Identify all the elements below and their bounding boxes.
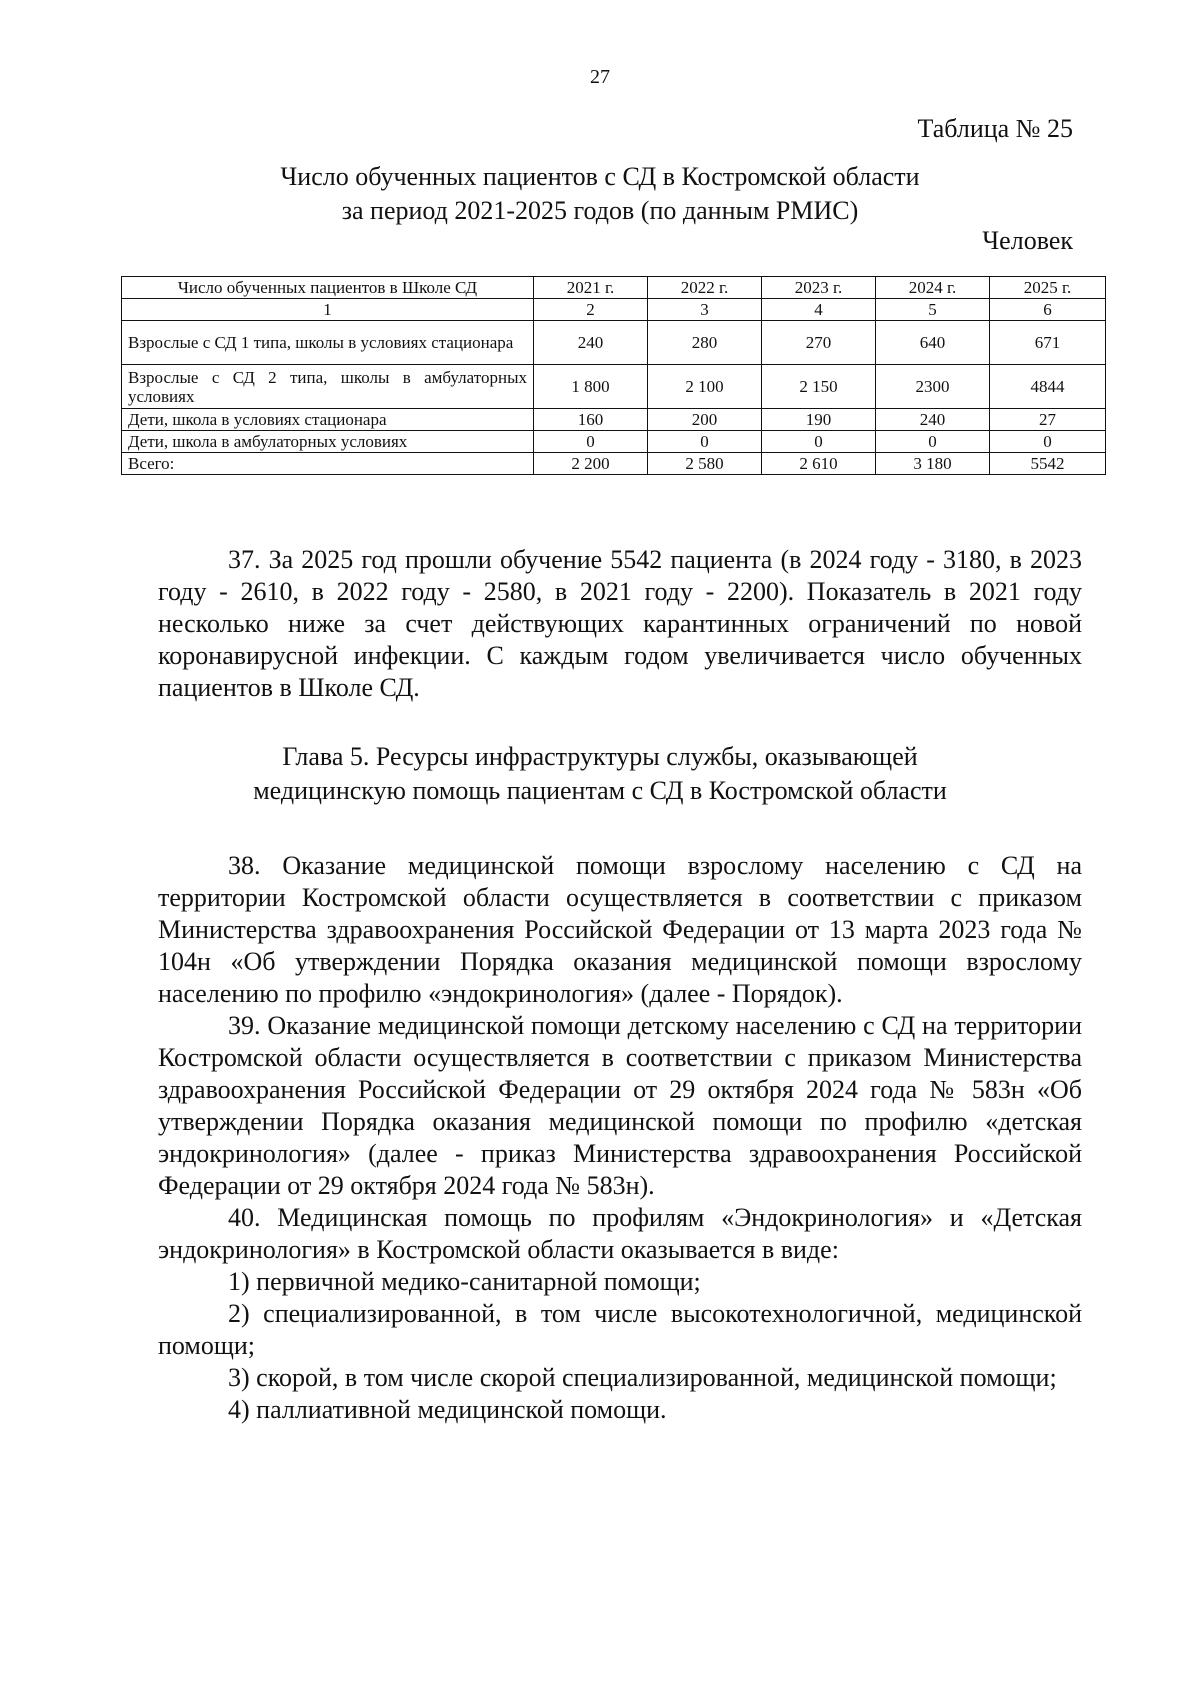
table-cell: 1: [122, 299, 534, 321]
chapter-heading-line2: медицинскую помощь пациентам с СД в Костромской области: [253, 776, 947, 805]
table-header-cell: 2023 г.: [762, 277, 876, 299]
table-cell: 240: [534, 321, 648, 365]
table-row-label: Дети, школа в условиях стационара: [122, 409, 534, 431]
table-row: [122, 409, 1106, 431]
chapter-heading-line1: Глава 5. Ресурсы инфраструктуры службы, оказывающей: [282, 742, 918, 771]
table-header-cell: Число обученных пациентов в Школе СД: [122, 277, 534, 299]
patients-table: [121, 276, 1106, 475]
table-cell: 200: [648, 409, 762, 431]
table-cell: 671: [990, 321, 1106, 365]
table-cell: 0: [762, 431, 876, 453]
table-title-line1: Число обученных пациентов с СД в Костромской области: [280, 162, 920, 191]
table-cell: 3 180: [876, 453, 990, 475]
paragraph-37: 37. За 2025 год прошли обучение 5542 пациента (в 2024 году - 3180, в 2023 году - 2610, в 2022 году - 2580, в 2021 году - 2200). Показатель в 2021 году несколько ниже за счет действующих карантинных ограничений по новой коронавирусной инфекции. С каждым годом увеличивается число обученных пациентов в Школе СД.: [158, 545, 1082, 702]
table-cell: 3: [648, 299, 762, 321]
table-header-cell: 2024 г.: [876, 277, 990, 299]
table-row-label: Дети, школа в амбулаторных условиях: [122, 431, 534, 453]
table-title-line2: за период 2021-2025 годов (по данным РМИС): [341, 196, 859, 225]
body-text-block: [158, 850, 1082, 1426]
table-cell: 4844: [990, 365, 1106, 409]
table-total-row: [122, 453, 1106, 475]
table-colnum-row: [122, 299, 1106, 321]
table-cell: 2 200: [534, 453, 648, 475]
table-row: [122, 365, 1106, 409]
table-cell: 1 800: [534, 365, 648, 409]
list-item: 2) специализированной, в том числе высокотехнологичной, медицинской помощи;: [158, 1299, 1082, 1360]
list-item: 3) скорой, в том числе скорой специализированной, медицинской помощи;: [228, 1363, 1057, 1392]
table-label: Таблица № 25: [917, 114, 1073, 143]
table-cell: 640: [876, 321, 990, 365]
table-row-label: Всего:: [122, 453, 534, 475]
table-title: [160, 160, 1040, 228]
table-cell: 0: [648, 431, 762, 453]
table-cell: 160: [534, 409, 648, 431]
table-cell: 5542: [990, 453, 1106, 475]
table-cell: 2 100: [648, 365, 762, 409]
table-row-label: Взрослые с СД 1 типа, школы в условиях стационара: [122, 321, 534, 365]
table-row: [122, 431, 1106, 453]
table-cell: 2 610: [762, 453, 876, 475]
paragraph-37-block: [158, 544, 1082, 704]
table-cell: 2: [534, 299, 648, 321]
list-item: 1) первичной медико-санитарной помощи;: [228, 1267, 701, 1296]
table-cell: 240: [876, 409, 990, 431]
table-cell: 5: [876, 299, 990, 321]
table-cell: 270: [762, 321, 876, 365]
table-cell: 4: [762, 299, 876, 321]
table-cell: 2300: [876, 365, 990, 409]
table-cell: 280: [648, 321, 762, 365]
paragraph-38: 38. Оказание медицинской помощи взрослому населению с СД на территории Костромской области осуществляется в соответствии с приказом Министерства здравоохранения Российской Федерации от 13 марта 2023 года № 104н «Об утверждении Порядка оказания медицинской помощи взрослому населению по профилю «эндокринология» (далее - Порядок).: [158, 851, 1082, 1008]
page-number: 27: [590, 66, 610, 88]
list-item: 4) паллиативной медицинской помощи.: [228, 1395, 667, 1424]
table-cell: 0: [534, 431, 648, 453]
paragraph-40: 40. Медицинская помощь по профилям «Эндокринология» и «Детская эндокринология» в Костромской области оказывается в виде:: [158, 1203, 1082, 1264]
table-cell: 6: [990, 299, 1106, 321]
table-row-label: Взрослые с СД 2 типа, школы в амбулаторных условиях: [122, 365, 534, 409]
unit-label: Человек: [982, 226, 1073, 255]
paragraph-39: 39. Оказание медицинской помощи детскому населению с СД на территории Костромской области осуществляется в соответствии с приказом Министерства здравоохранения Российской Федерации от 29 октября 2024 года № 583н «Об утверждении Порядка оказания медицинской помощи по профилю «детская эндокринология» (далее - приказ Министерства здравоохранения Российской Федерации от 29 октября 2024 года № 583н).: [158, 1011, 1082, 1200]
table-cell: 0: [990, 431, 1106, 453]
table-cell: 27: [990, 409, 1106, 431]
table-header-cell: 2025 г.: [990, 277, 1106, 299]
table-header-cell: 2022 г.: [648, 277, 762, 299]
table-header-row: [122, 277, 1106, 299]
table-cell: 190: [762, 409, 876, 431]
table-header-cell: 2021 г.: [534, 277, 648, 299]
table-cell: 0: [876, 431, 990, 453]
table-cell: 2 580: [648, 453, 762, 475]
chapter-heading: [160, 740, 1040, 808]
table-cell: 2 150: [762, 365, 876, 409]
table-row: [122, 321, 1106, 365]
